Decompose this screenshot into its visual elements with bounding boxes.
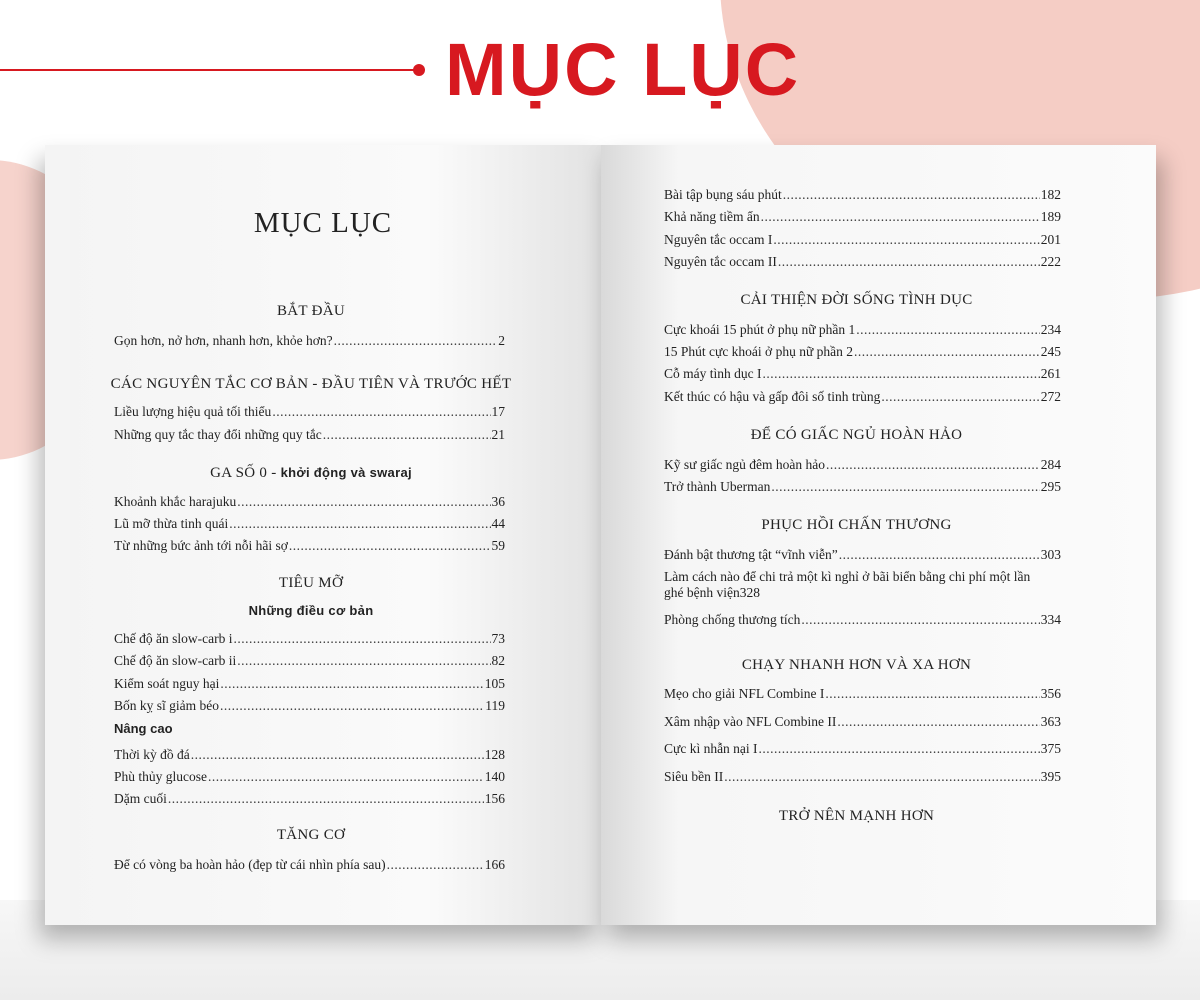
toc-entry-page: 222 <box>1040 254 1061 269</box>
toc-entry-page: 284 <box>1040 457 1061 472</box>
toc-entry-page: 119 <box>485 698 505 713</box>
dot-leader <box>229 516 490 532</box>
dot-leader <box>208 769 484 785</box>
toc-entry-title-line1: Làm cách nào để chi trả một kì nghỉ ở bãi biển bằng chi phí một lần <box>664 569 1031 584</box>
toc-entry-title: Để có vòng ba hoàn hảo (đẹp từ cái nhìn phía sau) <box>114 857 386 872</box>
toc-entry-title: Đánh bật thương tật “vĩnh viễn” <box>664 547 838 562</box>
dot-leader <box>856 322 1039 338</box>
dot-leader <box>837 714 1039 730</box>
section-heading: PHỤC HỒI CHẤN THƯƠNG <box>761 517 952 533</box>
toc-entry-title: Bài tập bụng sáu phút <box>664 187 782 202</box>
toc-entry-page: 261 <box>1040 366 1061 381</box>
toc-entry-title: Nguyên tắc occam I <box>664 232 773 247</box>
toc-entry-title: Mẹo cho giải NFL Combine I <box>664 686 825 701</box>
toc-entry-page: 395 <box>1040 769 1061 784</box>
toc-entry <box>114 698 505 714</box>
toc-entry <box>664 344 1061 360</box>
toc-entry <box>114 769 505 785</box>
dot-leader <box>237 653 490 669</box>
toc-entry-page: 363 <box>1040 714 1061 729</box>
toc-entry-page: 166 <box>484 857 505 872</box>
page-title: MỤC LỤC <box>253 207 393 239</box>
dot-leader <box>237 494 490 510</box>
toc-entry-page: 303 <box>1040 547 1061 562</box>
toc-entry-page: 105 <box>484 676 505 691</box>
toc-entry <box>664 232 1061 248</box>
dot-leader <box>783 187 1040 203</box>
dot-leader <box>763 366 1040 382</box>
toc-entry <box>114 747 505 763</box>
toc-entry-title: Lũ mỡ thừa tinh quái <box>114 516 229 531</box>
toc-entry-title: Chế độ ăn slow-carb ii <box>114 653 237 668</box>
section-heading: TĂNG CƠ <box>276 827 346 843</box>
toc-entry-title: Những quy tắc thay đổi những quy tắc <box>114 427 322 442</box>
section-subheading: Nâng cao <box>114 721 173 736</box>
dot-leader <box>801 612 1039 628</box>
dot-leader <box>771 479 1039 495</box>
toc-entry-title: Siêu bền II <box>664 769 724 784</box>
toc-entry <box>114 333 505 349</box>
toc-entry-page: 73 <box>491 631 505 646</box>
toc-entry-title: Chế độ ăn slow-carb i <box>114 631 233 646</box>
toc-entry-title: Phù thủy glucose <box>114 769 207 784</box>
toc-entry-title: 15 Phút cực khoái ở phụ nữ phần 2 <box>664 344 853 359</box>
banner-title: MỤC LỤC <box>445 28 801 111</box>
dot-leader <box>334 333 498 349</box>
toc-entry-page: 295 <box>1040 479 1061 494</box>
toc-entry-title-line2: ghé bệnh viện <box>664 585 740 600</box>
toc-entry-title: Từ những bức ảnh tới nỗi hãi sợ <box>114 538 288 553</box>
dot-leader <box>826 457 1040 473</box>
toc-entry <box>664 612 1061 628</box>
banner-decorative-dot <box>413 64 425 76</box>
toc-entry <box>664 714 1061 730</box>
toc-entry-page: 334 <box>1040 612 1061 627</box>
toc-entry-title: Khoảnh khắc harajuku <box>114 494 237 509</box>
toc-entry <box>114 676 505 692</box>
section-heading: TIÊU MỠ <box>278 575 344 591</box>
toc-entry-page: 36 <box>491 494 505 509</box>
dot-leader <box>191 747 484 763</box>
toc-entry-title: Cỗ máy tình dục I <box>664 366 762 381</box>
dot-leader <box>233 631 490 647</box>
section-subheading <box>45 603 601 620</box>
toc-entry-title: Bốn kỵ sĩ giảm béo <box>114 698 219 713</box>
section-heading: CHẠY NHANH HƠN VÀ XA HƠN <box>741 657 972 673</box>
toc-entry <box>114 427 505 443</box>
toc-entry <box>664 209 1061 225</box>
toc-entry-title: Kết thúc có hậu và gấp đôi số tinh trùng <box>664 389 881 404</box>
toc-entry <box>114 516 505 532</box>
section-subheading-text: Những điều cơ bản <box>248 603 374 618</box>
section-heading: ĐỂ CÓ GIẤC NGỦ HOÀN HẢO <box>750 427 963 443</box>
toc-entry <box>114 653 505 669</box>
toc-entry-page: 59 <box>491 538 505 553</box>
toc-entry-title: Khả năng tiềm ẩn <box>664 209 760 224</box>
toc-entry-title: Liều lượng hiệu quả tối thiểu <box>114 404 272 419</box>
toc-entry <box>114 538 505 554</box>
toc-entry-title: Kiểm soát nguy hại <box>114 676 220 691</box>
toc-entry-page: 128 <box>484 747 505 762</box>
toc-entry-title: Cực kì nhẫn nại I <box>664 741 758 756</box>
toc-entry-page: 21 <box>491 427 505 442</box>
toc-entry-title: Phòng chống thương tích <box>664 612 801 627</box>
toc-entry-page: 234 <box>1040 322 1061 337</box>
toc-entry-page: 2 <box>498 333 505 348</box>
section-heading: CÁC NGUYÊN TẮC CƠ BẢN - ĐẦU TIÊN VÀ TRƯỚC HẾT <box>110 376 512 392</box>
toc-entry-page: 182 <box>1040 187 1061 202</box>
dot-leader <box>220 676 483 692</box>
section-heading <box>45 465 601 482</box>
dot-leader <box>854 344 1040 360</box>
dot-leader <box>773 232 1039 248</box>
dot-leader <box>881 389 1039 405</box>
dot-leader <box>168 791 484 807</box>
toc-entry-title: Xâm nhập vào NFL Combine II <box>664 714 837 729</box>
toc-entry-page: 140 <box>484 769 505 784</box>
toc-entry-page: 356 <box>1040 686 1061 701</box>
banner-decorative-line <box>0 69 420 71</box>
book-page-left <box>45 145 601 925</box>
toc-entry-page: 328 <box>739 585 760 600</box>
toc-entry <box>664 457 1061 473</box>
toc-entry <box>664 741 1061 757</box>
toc-entry-page: 201 <box>1040 232 1061 247</box>
dot-leader <box>220 698 484 714</box>
toc-entry <box>664 769 1061 785</box>
dot-leader <box>323 427 491 443</box>
section-heading-bold: khởi động và swaraj <box>280 465 412 480</box>
toc-entry-title: Dặm cuối <box>114 791 167 806</box>
toc-entry-page: 44 <box>491 516 505 531</box>
book-page-right <box>601 145 1156 925</box>
toc-entry-page: 375 <box>1040 741 1061 756</box>
toc-entry <box>664 366 1061 382</box>
toc-entry-page: 272 <box>1040 389 1061 404</box>
dot-leader <box>839 547 1040 563</box>
toc-entry <box>664 322 1061 338</box>
toc-entry-page: 189 <box>1040 209 1061 224</box>
toc-entry <box>664 187 1061 203</box>
toc-entry <box>664 389 1061 405</box>
dot-leader <box>289 538 491 554</box>
dot-leader <box>825 686 1039 702</box>
section-heading: TRỞ NÊN MẠNH HƠN <box>778 808 935 824</box>
dot-leader <box>761 209 1040 225</box>
toc-entry-title: Cực khoái 15 phút ở phụ nữ phần 1 <box>664 322 856 337</box>
section-heading: CẢI THIỆN ĐỜI SỐNG TÌNH DỤC <box>740 292 973 308</box>
toc-entry-page: 156 <box>484 791 505 806</box>
section-heading-prefix: GA SỐ 0 - <box>210 465 281 481</box>
toc-entry <box>114 404 505 420</box>
toc-entry <box>114 857 505 873</box>
toc-entry <box>664 547 1061 563</box>
toc-entry-title: Gọn hơn, nở hơn, nhanh hơn, khỏe hơn? <box>114 333 333 348</box>
toc-entry <box>114 631 505 647</box>
section-heading: BẮT ĐẦU <box>276 303 346 319</box>
toc-entry-multiline <box>664 569 1061 601</box>
toc-entry <box>664 254 1061 270</box>
toc-entry <box>114 791 505 807</box>
dot-leader <box>724 769 1040 785</box>
toc-entry-title: Nguyên tắc occam II <box>664 254 777 269</box>
toc-entry <box>114 494 505 510</box>
toc-entry <box>664 479 1061 495</box>
toc-entry-page: 17 <box>491 404 505 419</box>
dot-leader <box>778 254 1040 270</box>
toc-entry <box>664 686 1061 702</box>
toc-entry-page: 82 <box>491 653 505 668</box>
toc-entry-page: 245 <box>1040 344 1061 359</box>
toc-entry-title: Thời kỳ đồ đá <box>114 747 190 762</box>
toc-entry-title: Kỹ sư giấc ngủ đêm hoàn hảo <box>664 457 826 472</box>
dot-leader <box>272 404 490 420</box>
dot-leader <box>387 857 484 873</box>
dot-leader <box>759 741 1040 757</box>
toc-entry-title: Trở thành Uberman <box>664 479 771 494</box>
